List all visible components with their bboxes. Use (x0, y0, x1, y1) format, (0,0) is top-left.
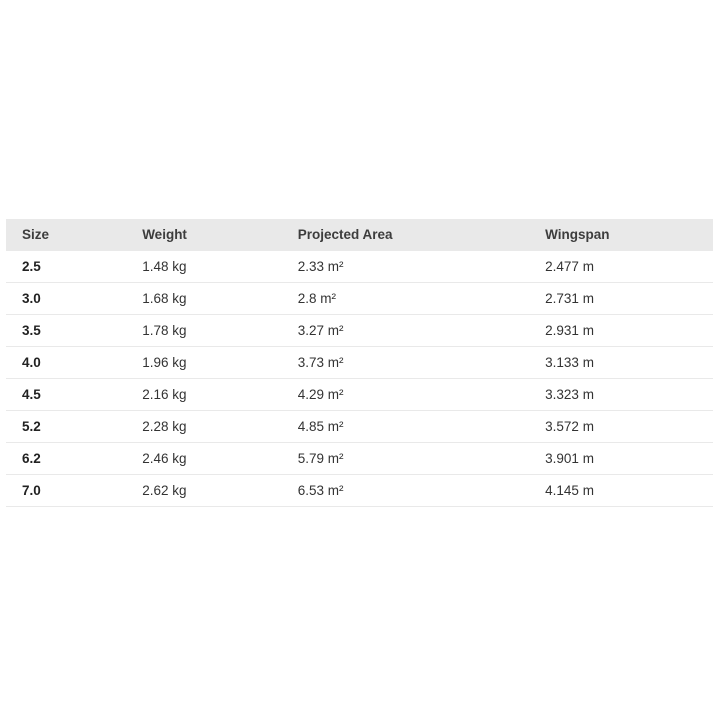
cell-projected-area: 2.33 m² (282, 251, 529, 283)
table-row (6, 315, 713, 347)
cell-wingspan: 2.731 m (529, 283, 713, 315)
cell-wingspan: 3.133 m (529, 347, 713, 379)
table-row (6, 411, 713, 443)
table-row (6, 251, 713, 283)
cell-projected-area: 4.85 m² (282, 411, 529, 443)
cell-wingspan: 4.145 m (529, 475, 713, 507)
table-row (6, 443, 713, 475)
cell-wingspan: 3.323 m (529, 379, 713, 411)
column-header-wingspan: Wingspan (529, 219, 713, 251)
column-header-weight: Weight (126, 219, 282, 251)
header-row (6, 219, 713, 251)
cell-size: 7.0 (6, 475, 126, 507)
spec-table (6, 219, 713, 507)
table-row (6, 475, 713, 507)
column-header-projected-area: Projected Area (282, 219, 529, 251)
cell-weight: 2.28 kg (126, 411, 282, 443)
cell-weight: 1.68 kg (126, 283, 282, 315)
column-header-size: Size (6, 219, 126, 251)
cell-size: 3.5 (6, 315, 126, 347)
cell-projected-area: 4.29 m² (282, 379, 529, 411)
cell-weight: 2.62 kg (126, 475, 282, 507)
cell-weight: 1.78 kg (126, 315, 282, 347)
cell-wingspan: 3.901 m (529, 443, 713, 475)
cell-size: 4.0 (6, 347, 126, 379)
cell-size: 6.2 (6, 443, 126, 475)
table-row (6, 379, 713, 411)
cell-weight: 1.96 kg (126, 347, 282, 379)
cell-weight: 2.46 kg (126, 443, 282, 475)
cell-projected-area: 3.73 m² (282, 347, 529, 379)
spec-table-container (6, 219, 713, 507)
table-body (6, 251, 713, 507)
table-header (6, 219, 713, 251)
cell-size: 3.0 (6, 283, 126, 315)
cell-size: 5.2 (6, 411, 126, 443)
cell-weight: 2.16 kg (126, 379, 282, 411)
cell-projected-area: 2.8 m² (282, 283, 529, 315)
cell-size: 2.5 (6, 251, 126, 283)
cell-wingspan: 3.572 m (529, 411, 713, 443)
cell-projected-area: 5.79 m² (282, 443, 529, 475)
cell-projected-area: 3.27 m² (282, 315, 529, 347)
cell-wingspan: 2.477 m (529, 251, 713, 283)
table-row (6, 283, 713, 315)
cell-weight: 1.48 kg (126, 251, 282, 283)
cell-projected-area: 6.53 m² (282, 475, 529, 507)
cell-size: 4.5 (6, 379, 126, 411)
table-row (6, 347, 713, 379)
cell-wingspan: 2.931 m (529, 315, 713, 347)
